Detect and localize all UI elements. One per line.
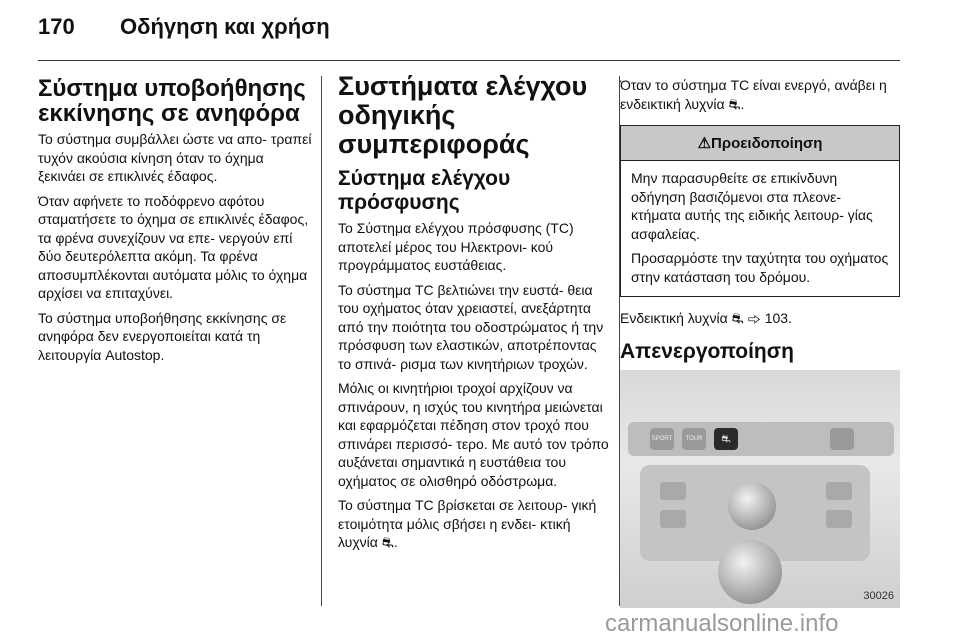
section-heading-driving-control: Συστήματα ελέγχου οδηγικής συμπεριφοράς bbox=[338, 71, 588, 159]
paragraph: Όταν αφήνετε το ποδόφρενο αφότου σταματήσετε το όχημα σε επικλινές έδαφος, τα φρένα συνεχίζουν να επε- νεργούν επί δύο δευτερόλεπτα ακόμη. Τα φρένα αποσυμπλέκονται αυτόματα μόλις το όχημα αρχίσει να επιταχύνει. bbox=[38, 192, 309, 301]
subsection-heading-deactivation: Απενεργοποίηση bbox=[620, 339, 794, 363]
paragraph: Το σύστημα TC βρίσκεται σε λειτουρ- γική ετοιμότητα μόλις σβήσει η ενδει- κτική λυχνία ⛐. bbox=[338, 497, 597, 550]
panel-key bbox=[826, 510, 852, 528]
console-photo bbox=[620, 370, 900, 608]
warning-paragraph: Προσαρμόστε την ταχύτητα του οχήματος στην κατάσταση του δρόμου. bbox=[631, 250, 889, 285]
panel-key bbox=[660, 482, 686, 500]
panel-key bbox=[826, 482, 852, 500]
subsection-heading-traction-control: Σύστημα ελέγχου πρόσφυσης bbox=[338, 167, 511, 214]
rotary-knob-lower bbox=[718, 540, 782, 604]
watermark: carmanualsonline.info bbox=[605, 610, 839, 637]
cross-reference: Ενδεικτική λυχνία ⛐ ⇨ 103. bbox=[620, 310, 792, 326]
warning-title: ⚠Προειδοποίηση bbox=[621, 126, 899, 161]
warning-box bbox=[620, 125, 900, 297]
tour-button: TOUR bbox=[682, 428, 706, 450]
traction-control-button: ⛐ bbox=[714, 428, 738, 450]
column-right bbox=[620, 76, 900, 608]
paragraph: Μόλις οι κινητήριοι τροχοί αρχίζουν να σπινάρουν, η ισχύς του κινητήρα μειώνεται και εφαρμόζεται πέδηση στον τροχό που σπινάρει περισσό- τερο. Με αυτό τον τρόπο αυξάνεται σημαντικά η ευστάθεια του οχήματος σε ολισθηρό οδόστρωμα. bbox=[338, 380, 609, 489]
panel-key bbox=[660, 510, 686, 528]
column-left bbox=[38, 76, 313, 370]
sport-button: SPORT bbox=[650, 428, 674, 450]
rotary-knob-upper bbox=[728, 482, 776, 530]
page-number: 170 bbox=[38, 14, 75, 39]
warning-paragraph: Μην παρασυρθείτε σε επικίνδυνη οδήγηση βασιζόμενοι στα πλεονε- κτήματα αυτής της ειδικής λειτουρ- γίας ασφαλείας. bbox=[631, 170, 873, 242]
column-divider-1 bbox=[321, 76, 322, 606]
paragraph: Το σύστημα συμβάλλει ώστε να απο- τραπεί τυχόν ακούσια κίνηση όταν το όχημα ξεκινάει σε επικλινές έδαφος. bbox=[38, 131, 312, 184]
paragraph: Το σύστημα υποβοήθησης εκκίνησης σε ανηφόρα δεν ενεργοποιείται κατά τη λειτουργία Autostop. bbox=[38, 309, 287, 363]
column-middle bbox=[338, 72, 610, 558]
paragraph: Το Σύστημα ελέγχου πρόσφυσης (TC) αποτελεί μέρος του Ηλεκτρονι- κού προγράμματος ευστάθειας. bbox=[338, 220, 574, 273]
console-button bbox=[830, 428, 854, 450]
header-divider bbox=[38, 60, 900, 61]
section-heading-hill-start: Σύστημα υποβοήθησης εκκίνησης σε ανηφόρα bbox=[38, 75, 306, 127]
paragraph: Όταν το σύστημα TC είναι ενεργό, ανάβει η ενδεικτική λυχνία ⛐. bbox=[620, 77, 887, 112]
paragraph: Το σύστημα TC βελτιώνει την ευστά- θεια του οχήματος όταν χρειαστεί, ανεξάρτητα από την ποιότητα του οδοστρώματος ή την πρόσφυση των ελαστικών, αποτρέποντας το σπινά- ρισμα των κινητήριων τροχών. bbox=[338, 281, 604, 372]
figure-number: 30026 bbox=[863, 589, 894, 602]
page-title: Οδήγηση και χρήση bbox=[120, 14, 330, 39]
